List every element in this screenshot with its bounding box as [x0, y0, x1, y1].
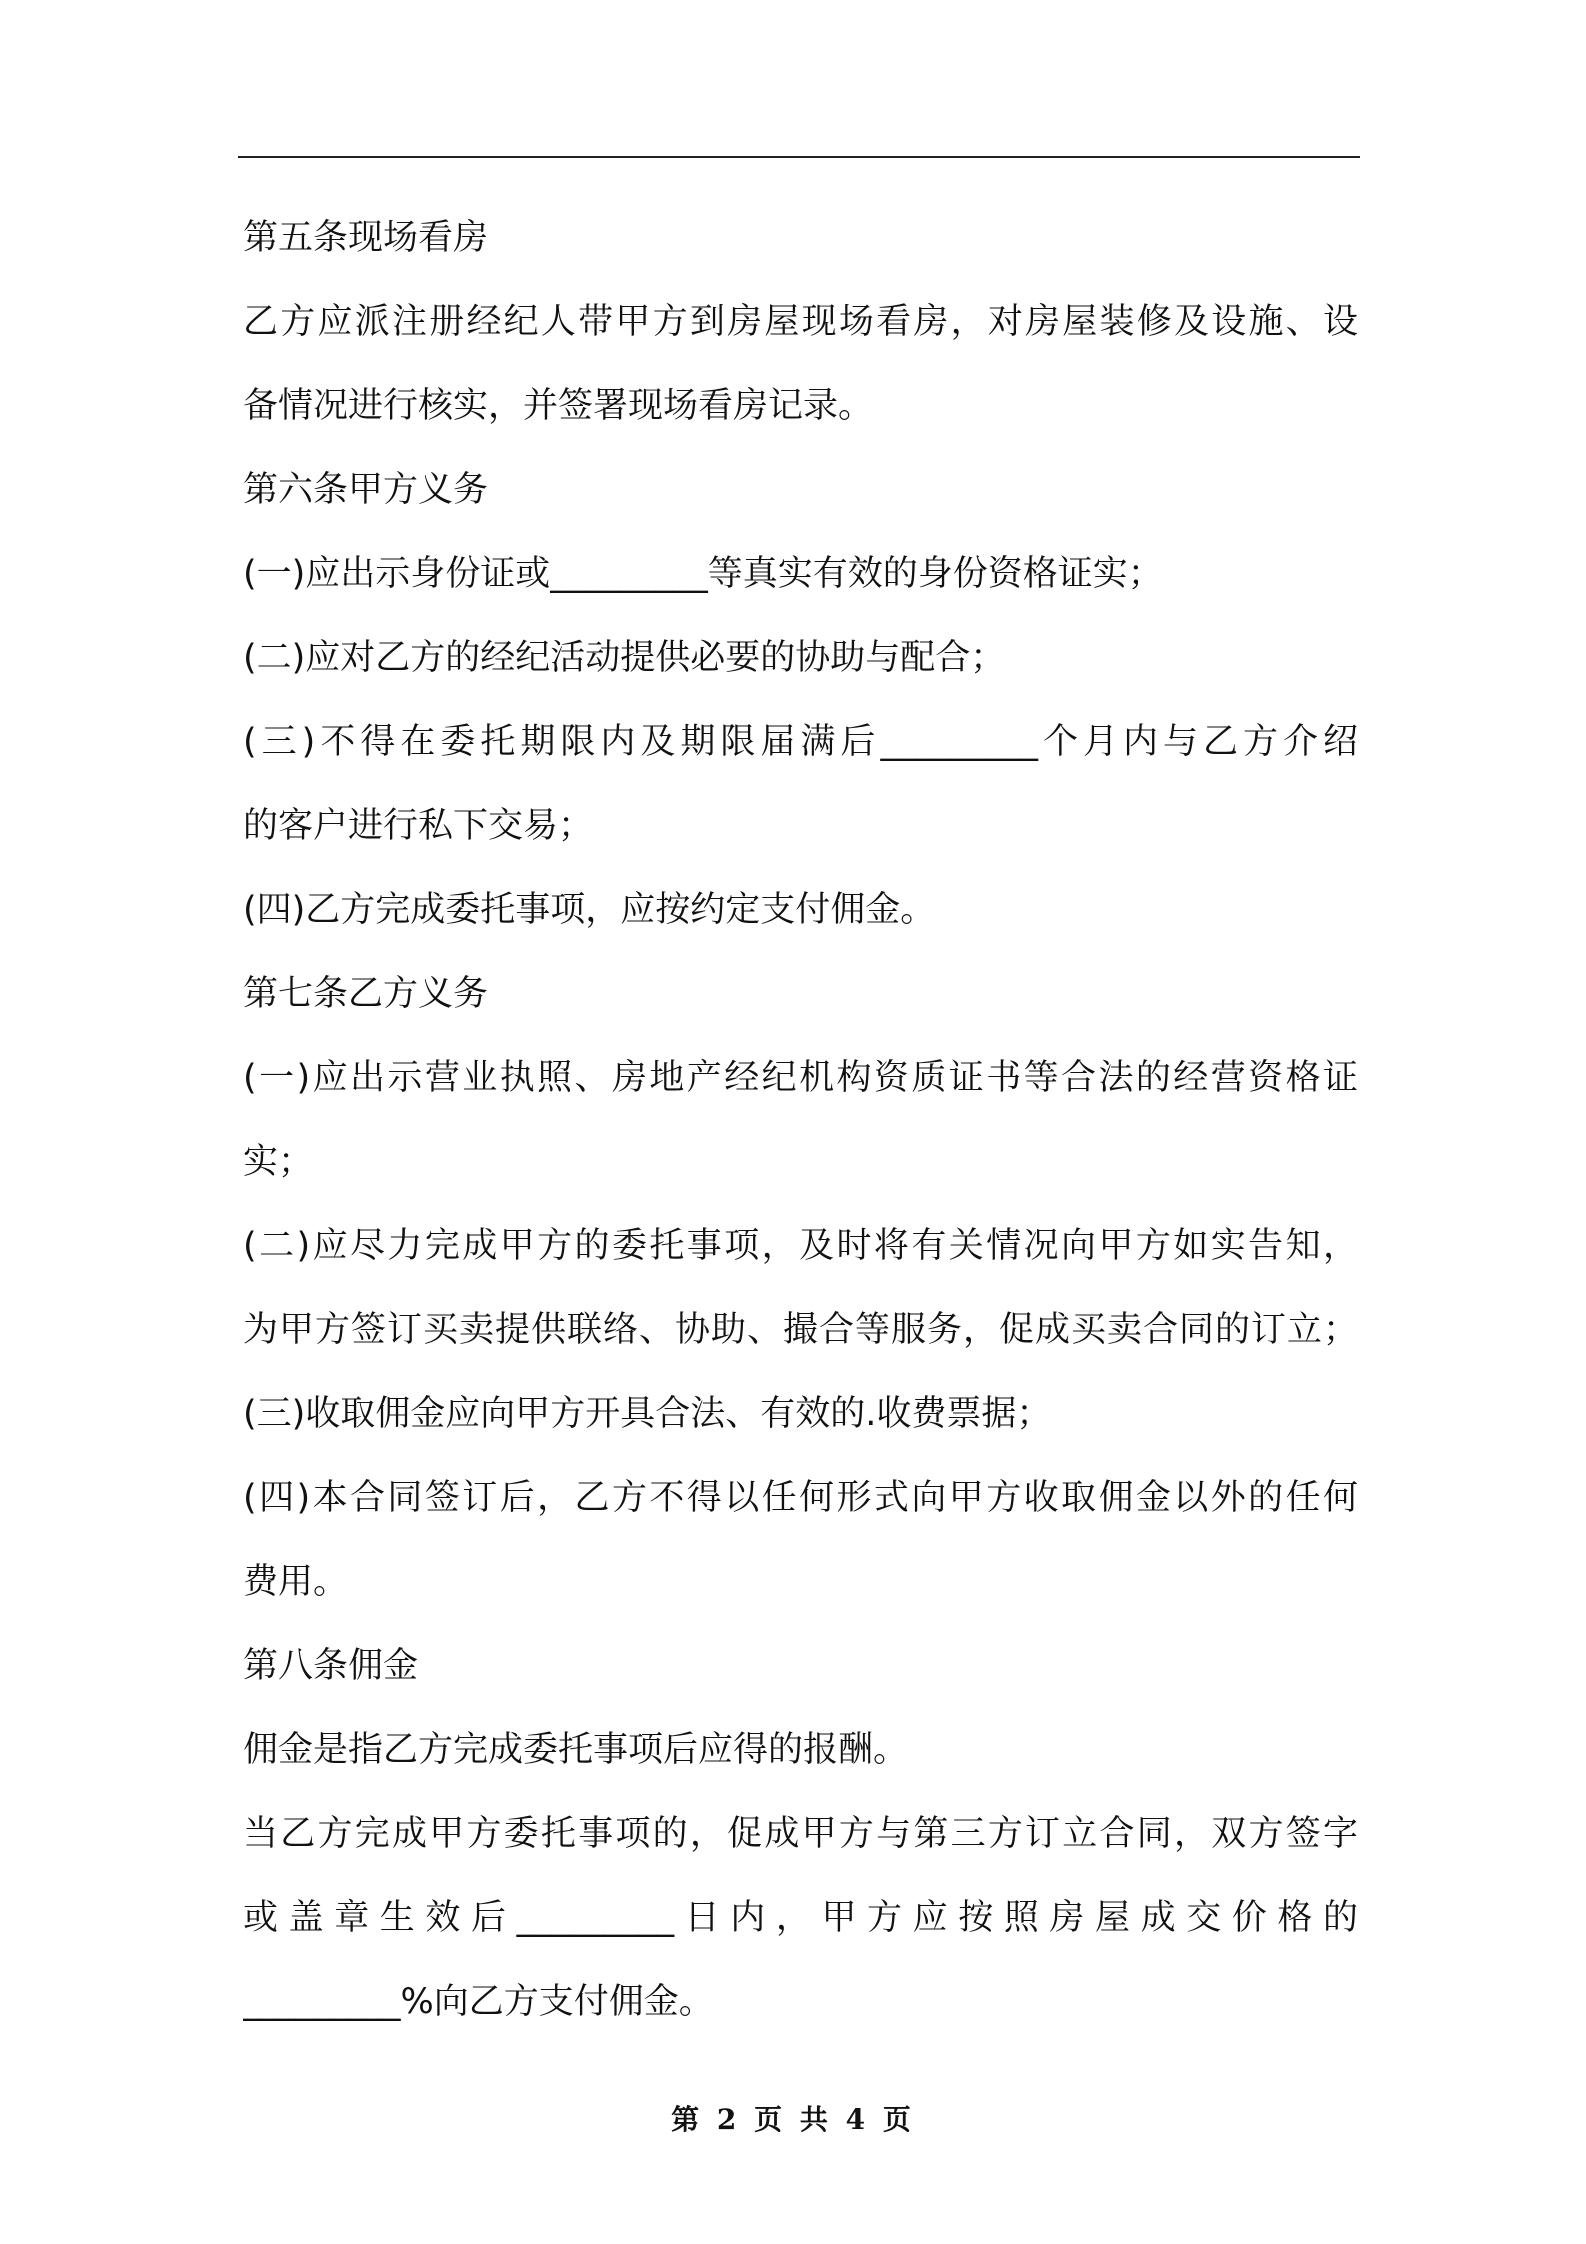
- paragraph-line: (二)应对乙方的经纪活动提供必要的协助与配合；: [243, 638, 1006, 678]
- paragraph-line: (三)收取佣金应向甲方开具合法、有效的.收费票据；: [243, 1394, 1052, 1434]
- paragraph-line: 实；: [243, 1142, 314, 1182]
- header-rule: [238, 156, 1360, 158]
- paragraph-line: 当乙方完成甲方委托事项的，促成甲方与第三方订立合同，双方签字: [243, 1814, 1358, 1854]
- paragraph-line: _________%向乙方支付佣金。: [243, 1982, 714, 2022]
- section-heading-6: 第六条甲方义务: [243, 470, 489, 510]
- paragraph-line: 或盖章生效后_________日内，甲方应按照房屋成交价格的: [243, 1898, 1358, 1938]
- document-body: [243, 196, 1358, 2044]
- page-number-footer: 第 2 页 共 4 页: [671, 2103, 915, 2136]
- paragraph-line: 为甲方签订买卖提供联络、协助、撮合等服务，促成买卖合同的订立；: [243, 1310, 1358, 1350]
- section-heading-8: 第八条佣金: [243, 1646, 419, 1686]
- paragraph-line: 佣金是指乙方完成委托事项后应得的报酬。: [243, 1730, 909, 1770]
- paragraph-line: (二)应尽力完成甲方的委托事项，及时将有关情况向甲方如实告知，: [243, 1226, 1358, 1266]
- section-heading-5: 第五条现场看房: [243, 218, 489, 258]
- paragraph-line: 费用。: [243, 1562, 349, 1602]
- section-heading-7: 第七条乙方义务: [243, 974, 489, 1014]
- paragraph-line: (四)本合同签订后，乙方不得以任何形式向甲方收取佣金以外的任何: [243, 1478, 1358, 1518]
- paragraph-line: (三)不得在委托期限内及期限届满后_________个月内与乙方介绍: [243, 722, 1358, 762]
- paragraph-line: 的客户进行私下交易；: [243, 806, 594, 846]
- paragraph-line: (四)乙方完成委托事项，应按约定支付佣金。: [243, 890, 936, 930]
- paragraph-line: (一)应出示营业执照、房地产经纪机构资质证书等合法的经营资格证: [243, 1058, 1358, 1098]
- paragraph-line: 乙方应派注册经纪人带甲方到房屋现场看房，对房屋装修及设施、设: [243, 302, 1358, 342]
- paragraph-line: 备情况进行核实，并签署现场看房记录。: [243, 386, 874, 426]
- paragraph-line: (一)应出示身份证或_________等真实有效的身份资格证实；: [243, 554, 1163, 594]
